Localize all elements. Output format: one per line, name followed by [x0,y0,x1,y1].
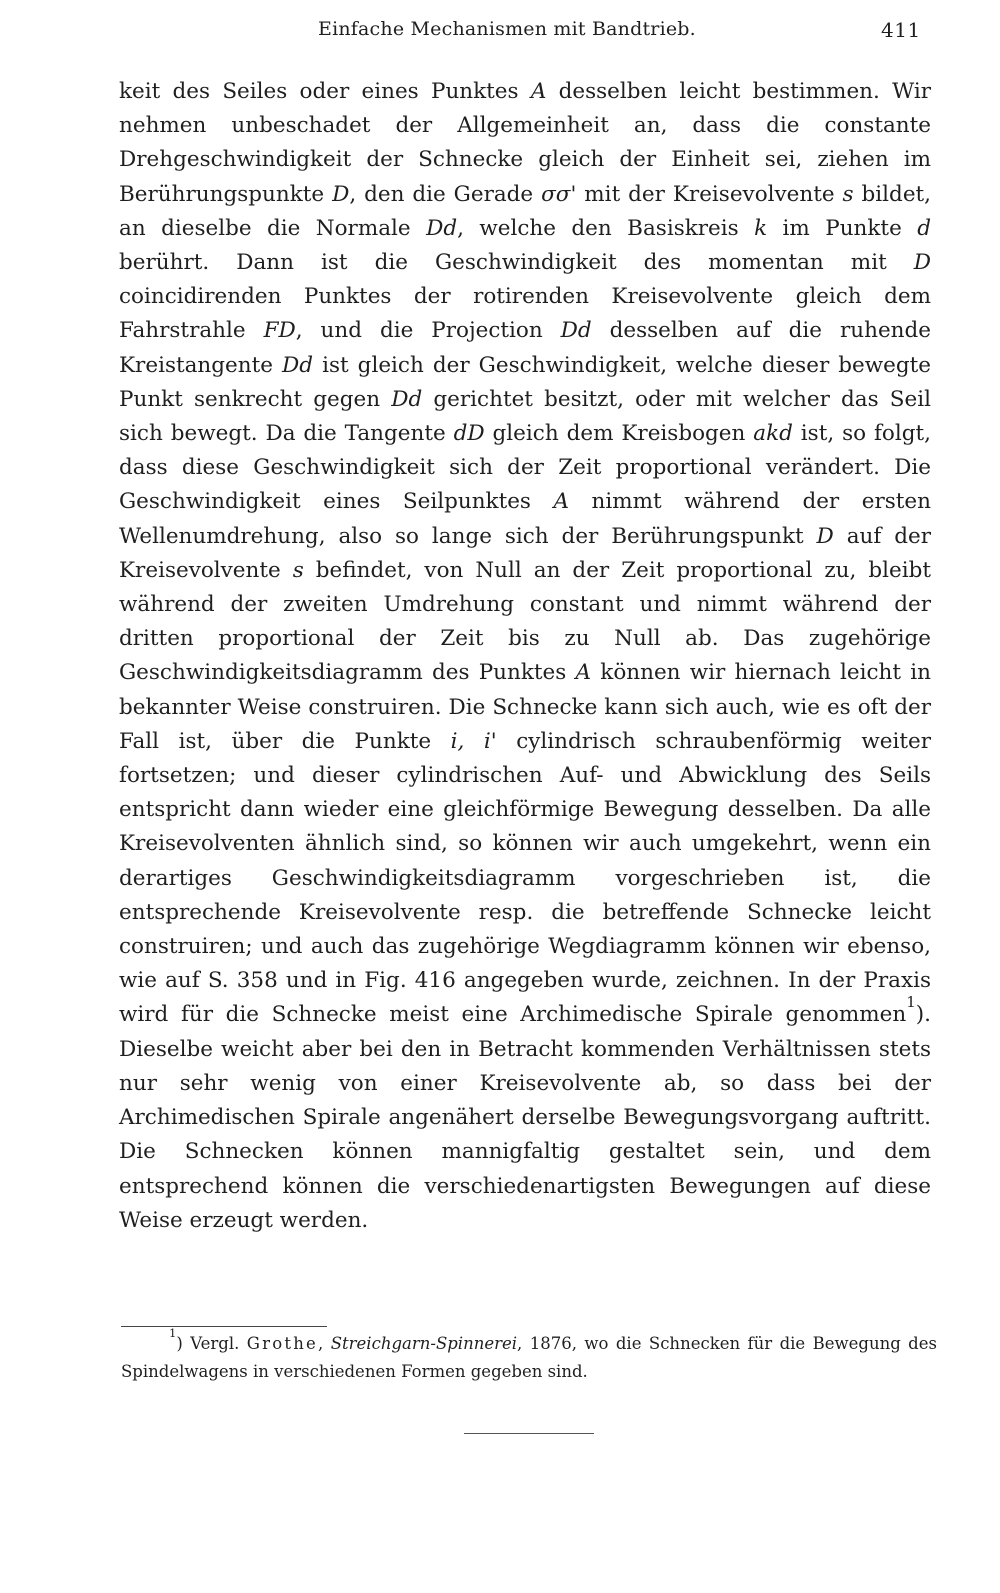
text-segment: desselben leicht bestimmen. Wir nehmen unbeschadet der Allgemeinheit an, dass die constante Drehgeschwindigkeit der Schnecke gleich der Einheit sei, ziehen im Berührungspunkte [119,79,931,207]
text-segment: mit der Kreisevolvente [576,181,843,207]
math-symbol: D [913,250,931,276]
page-number: 411 [881,18,921,42]
running-title: Einfache Mechanismen mit Bandtrieb. [318,18,696,40]
math-symbol: s [292,557,304,583]
math-symbol: A [530,79,547,104]
text-segment: ist gleich der Geschwindigkeit, welche dieser bewegte Punkt senkrecht gegen [119,352,932,412]
page-end-divider [464,1433,594,1434]
text-segment: ). Dieselbe weicht aber bei den in Betracht kommenden Verhältnissen stets nur sehr wenig von einer Kreisevolvente ab, so dass bei der Archimedischen Spirale angenähert derselbe Bewegungsvorgang auftritt. Die Schnecken können mannigfaltig gestaltet sein, und dem entsprechend können die verschiedenartigsten Bewegungen auf diese Weise erzeugt werden. [119,1002,931,1233]
math-symbol: k [754,215,768,241]
math-symbol: s [842,181,854,207]
text-segment: , den die Gerade [349,181,542,207]
text-segment: im Punkte [767,215,918,241]
math-symbol: A [553,489,570,515]
math-symbol: Dd [282,352,314,378]
text-segment: gleich dem Kreisbogen [484,421,754,447]
footnote-reference: 1 [906,992,916,1011]
body-paragraph [119,75,931,1238]
math-symbol: Dd [391,386,423,412]
text-segment: ist, so folgt, dass diese Geschwindigkeit sich der Zeit proportional verändert. Die Geschwindigkeit eines Seilpunktes [119,421,931,515]
text-segment: können wir hiernach leicht in bekannter Weise construiren. Die Schnecke kann sich auch, wie es oft der Fall ist, über die Punkte [119,660,931,754]
math-symbol: i, i' [450,728,497,754]
math-symbol: akd [753,421,793,447]
text-segment: gerichtet besitzt, oder mit welcher das Seil sich bewegt. Da die Tangente [119,386,931,447]
footnote-author: Grothe [246,1334,319,1353]
text-segment: bildet, an dieselbe die Normale [119,181,932,241]
text-segment: desselben auf die ruhende Kreistangente [119,318,932,378]
text-segment: keit des Seiles oder eines Punktes [119,79,531,104]
text-segment: befindet, von Null an der Zeit proportional zu, bleibt während der zweiten Umdrehung constant und nimmt während der dritten proportional der Zeit bis zu Null ab. Das zugehörige Geschwindigkeitsdiagramm des Punktes [119,557,931,686]
math-symbol: D [332,181,350,207]
text-segment: cylindrisch schraubenförmig weiter fortsetzen; und dieser cylindrischen Auf- und Abwicklung des Seils entspricht dann wieder eine gleichförmige Bewegung desselben. Da alle Kreisevolventen ähnlich sind, so können wir auch umgekehrt, wenn ein derartiges Geschwindigkeitsdiagramm vorgeschrieben ist, die entsprechende Kreisevolvente resp. die betreffende Schnecke leicht construiren; und auch das zugehörige Wegdiagramm können wir ebenso, wie auf S. 358 und in Fig. 416 angegeben wurde, zeichnen. In der Praxis wird für die Schnecke meist eine Archimedische Spirale genommen [119,728,931,1028]
text-segment: auf der Kreisevolvente [119,523,931,583]
footnote-prefix: ) Vergl. [176,1334,247,1353]
math-symbol: d [917,215,931,241]
text-segment: , und die Projection [295,318,561,344]
math-symbol: Dd [560,318,592,344]
text-segment: berührt. Dann ist die Geschwindigkeit des momentan mit [119,250,914,276]
math-symbol: FD [263,318,296,344]
text-segment: nimmt während der ersten Wellenumdrehung, also so lange sich der Berührungspunkt [119,489,931,549]
footnote-separator: , [318,1334,331,1353]
math-symbol: D [816,523,834,549]
footnote-text: , 1876, wo die Schnecken für die Bewegung des Spindelwagens in verschiedenen Formen gegeben sind. [121,1334,937,1381]
math-symbol: A [575,660,592,686]
footnote-mark: 1 [169,1326,177,1341]
math-symbol: Dd [426,215,458,241]
footnote [121,1326,937,1386]
text-segment: coincidirenden Punktes der rotirenden Kreisevolvente gleich dem Fahrstrahle [119,284,931,344]
text-segment: , welche den Basiskreis [457,215,755,241]
footnote-divider [121,1326,327,1327]
footnote-work-title: Streichgarn-Spinnerei [330,1334,518,1353]
math-symbol: σσ' [541,181,577,207]
math-symbol: dD [453,421,485,447]
